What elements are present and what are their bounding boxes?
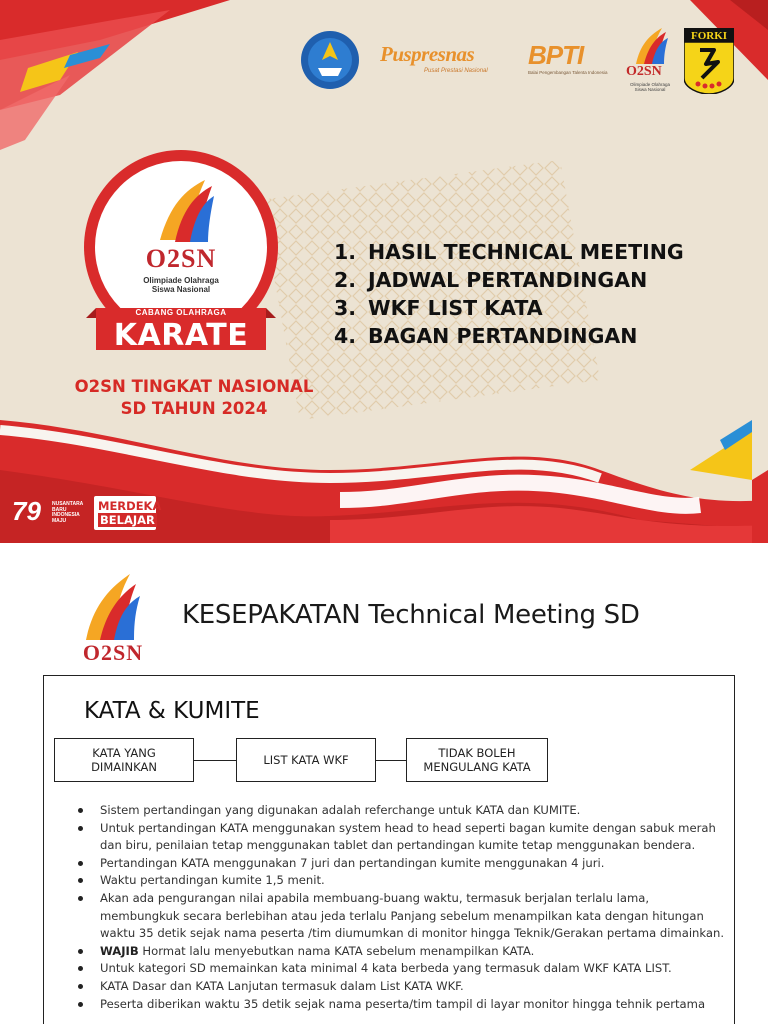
flow-box-line: MENGULANG KATA	[423, 760, 531, 774]
flow-box-kata-dimainkan	[54, 738, 194, 782]
flow-box-line: LIST KATA WKF	[263, 753, 349, 767]
flow-connector	[194, 760, 236, 761]
content-box	[43, 675, 735, 1024]
merdeka-belajar-logo	[94, 496, 162, 530]
forki-text: FORKI	[690, 30, 728, 42]
rule-item: KATA Dasar dan KATA Lanjutan termasuk dalam List KATA WKF.	[74, 978, 730, 996]
agenda-item	[334, 238, 754, 266]
agenda-item	[334, 322, 754, 350]
o2sn-logo	[78, 566, 148, 666]
o2sn-flame-icon	[78, 566, 148, 642]
o2sn-flame-icon	[622, 24, 676, 66]
ri79-sub-line: INDONESIA	[52, 512, 80, 518]
ri79-number: 79	[12, 496, 41, 526]
bottom-logos	[12, 494, 172, 534]
rules-list	[74, 802, 730, 1013]
puspresnas-text: Puspresnas	[380, 42, 475, 66]
puspresnas-logo	[380, 42, 508, 82]
agenda-item	[334, 266, 754, 294]
flow-box-line: KATA YANG	[92, 746, 156, 760]
agenda-number: 3.	[334, 296, 357, 320]
forki-logo	[684, 28, 734, 94]
rule-item: Sistem pertandingan yang digunakan adalah referchange untuk KATA dan KUMITE.	[74, 802, 730, 820]
section-heading: KATA & KUMITE	[84, 698, 260, 724]
puspresnas-sub: Pusat Prestasi Nasional	[424, 68, 488, 74]
ri79-sub-line: BARU	[52, 506, 67, 513]
o2sn-small-sub: Olimpiade Olahraga Siswa Nasional	[629, 82, 671, 92]
belajar-text: BELAJAR	[100, 513, 155, 527]
flow-box-tidak-mengulang	[406, 738, 548, 782]
rule-item: Untuk pertandingan KATA menggunakan system head to head seperti bagan kumite dengan sabuk merah dan biru, penilaian tetap menggunakan tablet dan pertandingan kumite tetap menggunakan bendera.	[74, 820, 730, 855]
rule-bold: WAJIB	[100, 943, 139, 958]
slide-separator	[0, 543, 768, 556]
flow-box-line: TIDAK BOLEH	[438, 746, 516, 760]
agenda-list	[334, 238, 754, 350]
event-title-line-1: O2SN TINGKAT NASIONAL	[74, 377, 314, 396]
agenda-text: BAGAN PERTANDINGAN	[368, 324, 638, 348]
rule-item: Peserta diberikan waktu 35 detik sejak nama peserta/tim tampil di layar monitor hingga tehnik pertama	[74, 996, 730, 1014]
agenda-text: HASIL TECHNICAL MEETING	[368, 240, 684, 264]
rule-item: Akan ada pengurangan nilai apabila membuang-buang waktu, termasuk berjalan terlalu lama, membungkuk secara berlebihan atau jeda terlalu Panjang sebelum menampilkan kata dengan hitungan waktu 35 detik sejak nama peserta /tim diumumkan di monitor hingga Teknik/Gerakan pertama dimainkan.	[74, 890, 730, 943]
agenda-number: 1.	[334, 240, 357, 264]
karate-badge	[82, 158, 280, 388]
sponsor-logos	[296, 24, 740, 100]
badge-o2sn-text: O2SN	[145, 244, 217, 273]
flow-box-line: DIMAINKAN	[91, 760, 157, 774]
slide-title: KESEPAKATAN Technical Meeting SD	[182, 600, 640, 630]
flow-box-list-kata	[236, 738, 376, 782]
ri79-sub-line: NUSANTARA	[52, 501, 84, 507]
rule-item: Pertandingan KATA menggunakan 7 juri dan pertandingan kumite menggunakan 4 juri.	[74, 855, 730, 873]
agenda-number: 2.	[334, 268, 357, 292]
badge-sport-text: KARATE	[113, 318, 249, 353]
badge-sub-line-1: Olimpiade Olahraga	[143, 276, 219, 285]
agenda-number: 4.	[334, 324, 357, 348]
agenda-text: WKF LIST KATA	[368, 296, 543, 320]
bpti-logo	[524, 40, 610, 84]
bpti-text: BPTI	[528, 40, 584, 70]
kata-flow-diagram	[54, 738, 544, 784]
rule-item	[74, 943, 730, 961]
agenda-item	[334, 294, 754, 322]
rule-item: Untuk kategori SD memainkan kata minimal 4 kata berbeda yang termasuk dalam WKF KATA LIST.	[74, 960, 730, 978]
ri79-sub	[52, 502, 92, 524]
badge-cabang-text: CABANG OLAHRAGA	[135, 308, 227, 317]
kemdikbud-logo	[300, 30, 360, 90]
badge-o2sn-sub	[82, 276, 280, 294]
flow-connector	[376, 760, 406, 761]
merdeka-text: MERDEKA	[98, 499, 162, 513]
ri79-sub-line: MAJU	[52, 517, 67, 524]
badge-sub-line-2: Siswa Nasional	[151, 285, 211, 294]
technical-meeting-slide	[0, 556, 768, 1024]
event-title	[56, 376, 332, 420]
event-title-line-2: SD TAHUN 2024	[120, 399, 268, 418]
bpti-sub: Balai Pengembangan Talenta Indonesia	[528, 70, 608, 75]
agenda-text: JADWAL PERTANDINGAN	[368, 268, 648, 292]
rule-text: Hormat lalu menyebutkan nama KATA sebelum menampilkan KATA.	[138, 943, 535, 958]
ri79-logo	[12, 496, 82, 530]
o2sn-small-logo	[622, 24, 676, 96]
rule-item: Waktu pertandingan kumite 1,5 menit.	[74, 872, 730, 890]
o2sn-logo-text: O2SN	[82, 640, 144, 665]
o2sn-small-text: O2SN	[626, 64, 662, 79]
